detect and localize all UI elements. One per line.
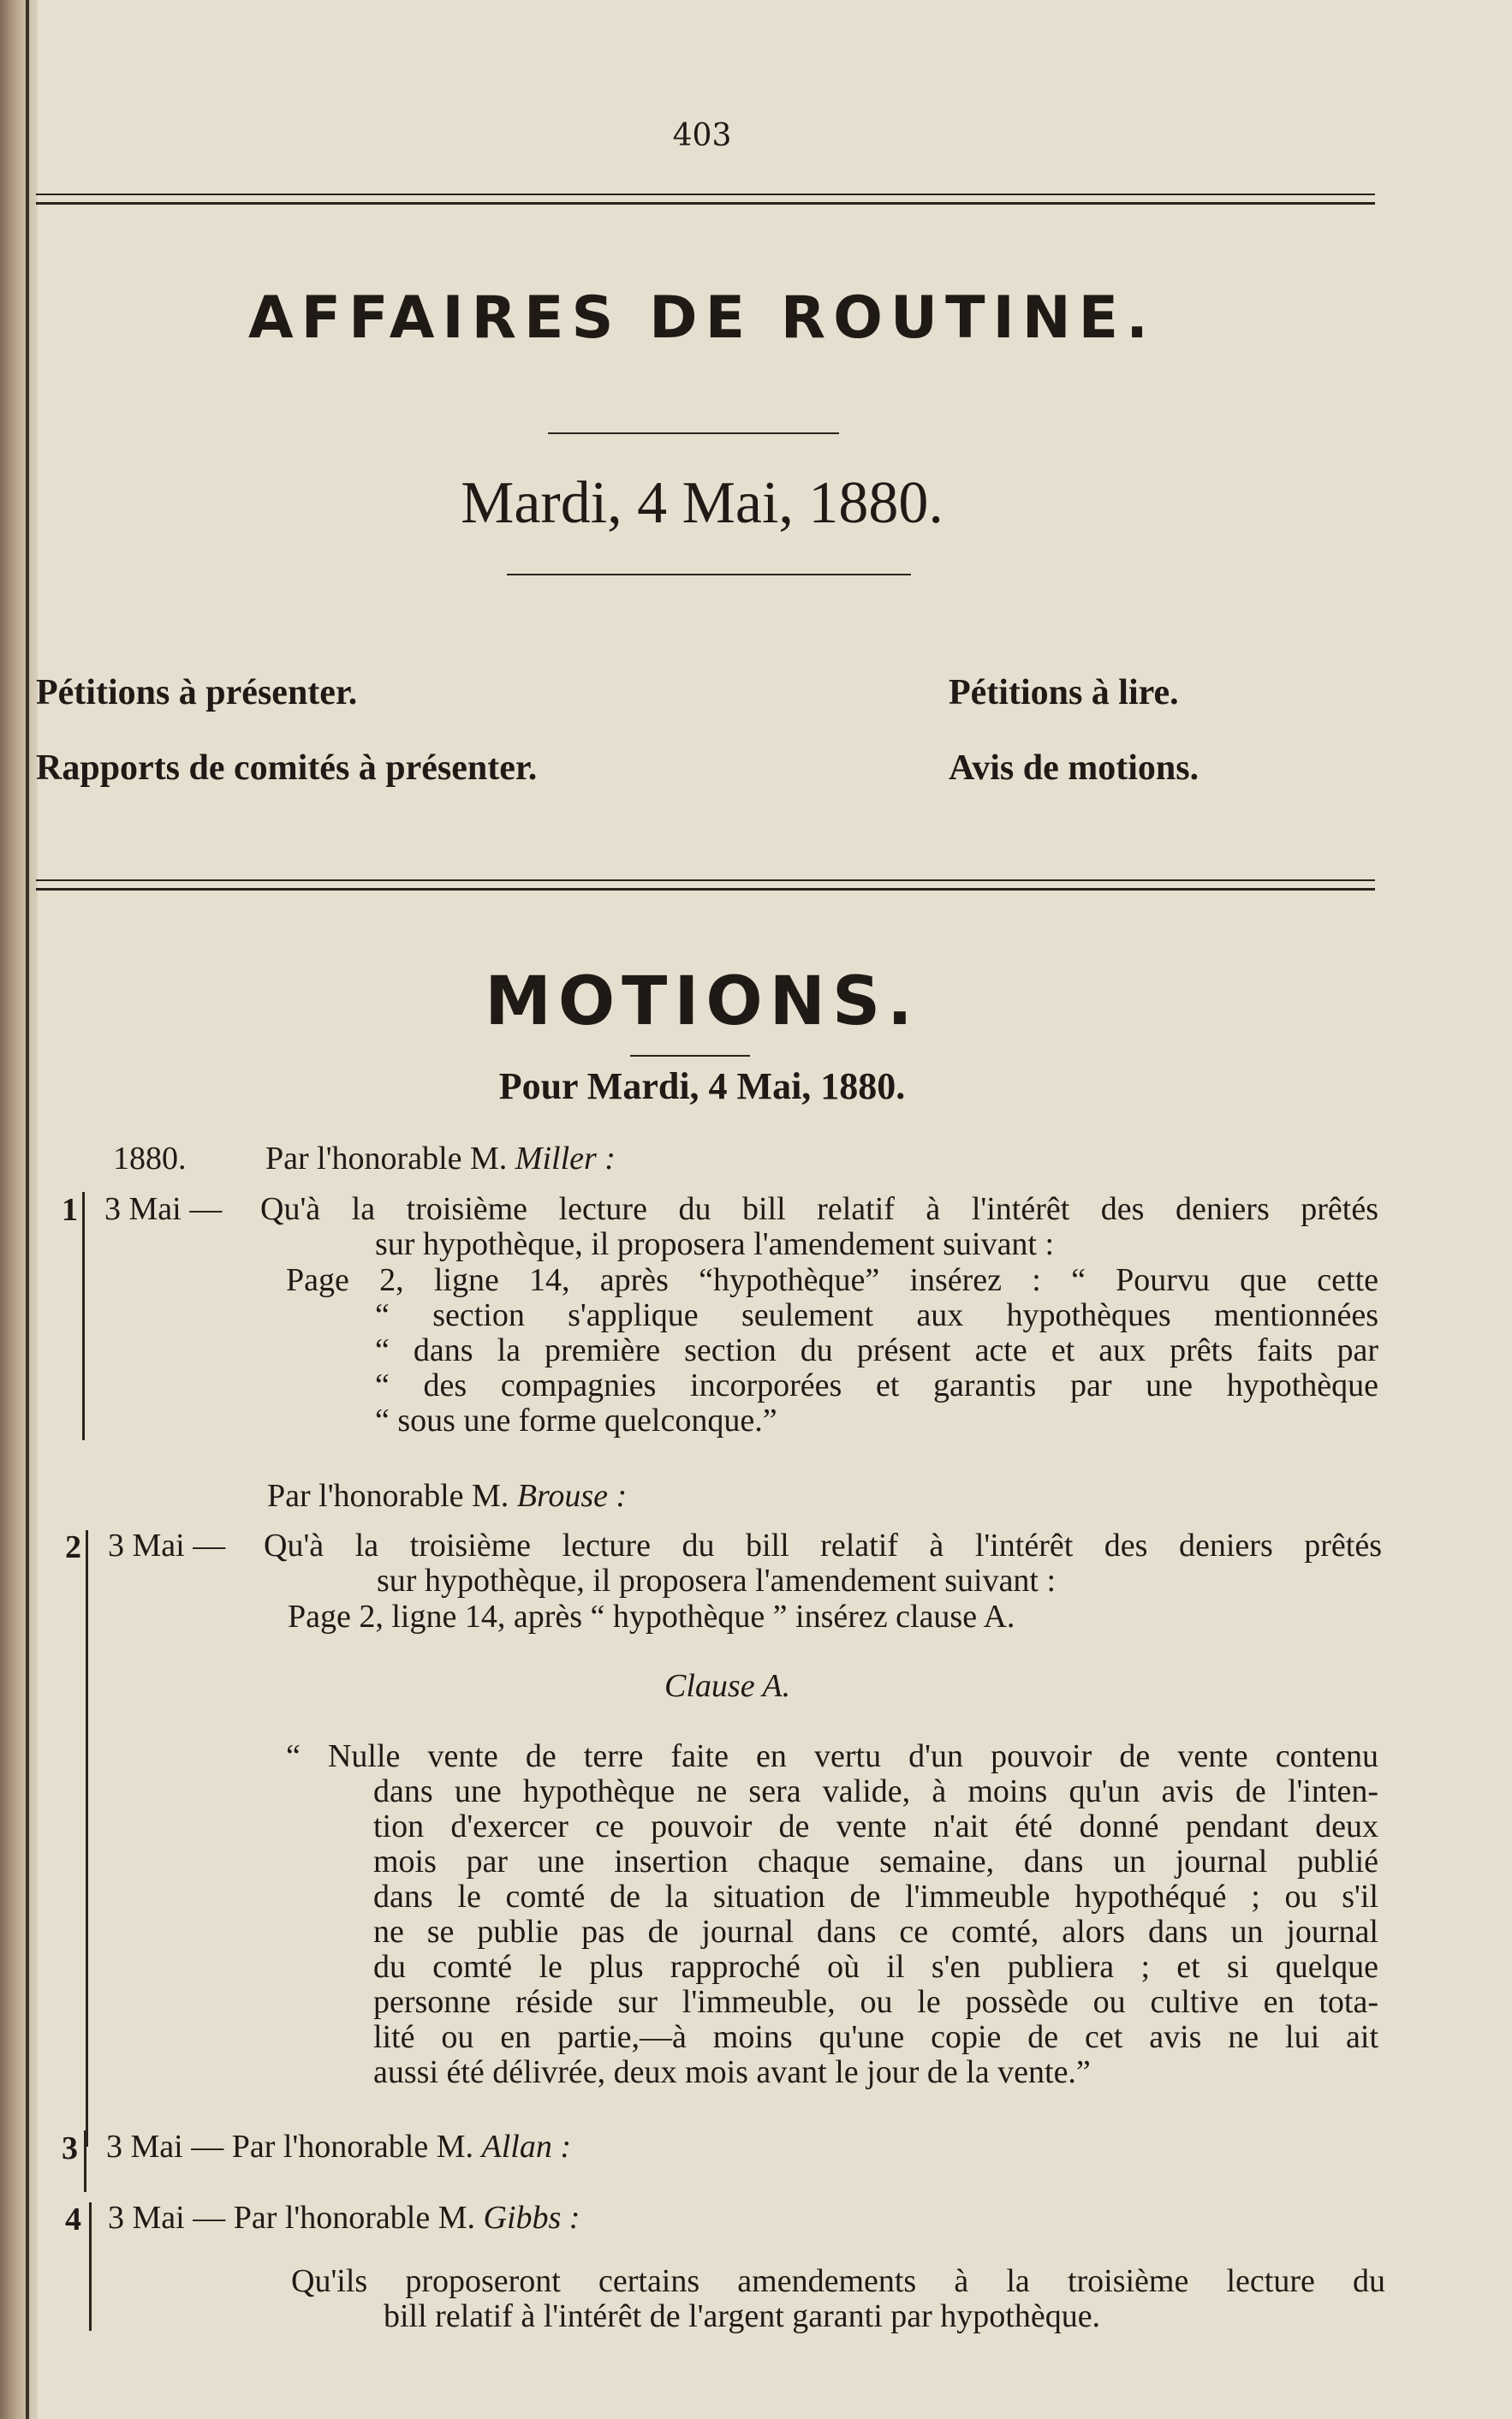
mover-name: Brouse :: [516, 1478, 628, 1514]
motion-2-line-3: Page 2, ligne 14, après “ hypothèque ” insérez clause A.: [288, 1599, 1015, 1635]
motion-1-line-2: sur hypothèque, il proposera l'amendement suivant :: [375, 1226, 1055, 1262]
mover-name: Miller :: [515, 1141, 616, 1177]
motion-2-date: [108, 1528, 225, 1564]
clause-line-4: mois par une insertion chaque semaine, dans un journal publié: [373, 1844, 1378, 1880]
motion-date: 3 Mai: [108, 1528, 185, 1564]
motion-2-mover: [267, 1479, 627, 1514]
header-rule-bottom: [36, 202, 1375, 205]
motion-1-line-4: “ section s'applique seulement aux hypothèques mentionnées: [375, 1297, 1378, 1333]
motion-4-body-1: Qu'ils proposeront certains amendements à la troisième lecture du: [291, 2263, 1385, 2299]
motions-heading: MOTIONS.: [485, 963, 920, 1040]
title-rule: [548, 432, 839, 434]
routine-notices-of-motion: Avis de motions.: [949, 748, 1199, 788]
clause-line-5: dans le comté de la situation de l'immeuble hypothéqué ; ou s'il: [373, 1879, 1378, 1915]
motion-date: 3 Mai: [104, 1191, 182, 1227]
routine-petitions-present: Pétitions à présenter.: [36, 673, 358, 712]
routine-committee-reports: Rapports de comités à présenter.: [36, 748, 538, 788]
motion-1-line-1: Qu'à la troisième lecture du bill relatif à l'intérêt des deniers prêtés: [260, 1191, 1378, 1227]
motion-1-bar: [82, 1192, 85, 1440]
motion-date: 3 Mai: [106, 2129, 183, 2165]
mover-name: Gibbs :: [483, 2200, 580, 2236]
clause-line-1: “ Nulle vente de terre faite en vertu d'un pouvoir de vente contenu: [286, 1738, 1378, 1774]
motion-1-number: 1: [62, 1192, 78, 1228]
motion-dash: —: [189, 1191, 223, 1227]
motion-3-number: 3: [62, 2130, 78, 2166]
motion-1-line-3: Page 2, ligne 14, après “hypothèque” insérez : “ Pourvu que cette: [286, 1262, 1378, 1298]
motion-4-line: [108, 2201, 580, 2236]
clause-title: Clause A.: [664, 1668, 791, 1704]
clause-line-10: aussi été délivrée, deux mois avant le jour de la vente.”: [373, 2054, 1091, 2090]
motion-date: 3 Mai: [108, 2200, 185, 2236]
header-rule-top: [36, 194, 1375, 195]
motion-4-body-2: bill relatif à l'intérêt de l'argent garanti par hypothèque.: [384, 2298, 1101, 2334]
motion-4-number: 4: [65, 2202, 81, 2237]
clause-line-3: tion d'exercer ce pouvoir de vente n'ait été donné pendant deux: [373, 1808, 1378, 1844]
section-rule-top: [36, 879, 1375, 881]
sitting-date: Mardi, 4 Mai, 1880.: [461, 470, 944, 536]
page-number: 403: [672, 118, 732, 153]
section-rule-bottom: [36, 888, 1375, 891]
motion-1-line-5: “ dans la première section du présent acte et aux prêts faits par: [375, 1332, 1378, 1368]
clause-line-8: personne réside sur l'immeuble, ou le possède ou cultive en tota-: [373, 1984, 1378, 2020]
motions-rule: [630, 1055, 750, 1057]
page-title: AFFAIRES DE ROUTINE.: [248, 284, 1156, 352]
motion-2-number: 2: [65, 1529, 81, 1565]
mover-prefix: Par l'honorable M.: [231, 2129, 482, 2165]
motion-2-bar: [86, 1530, 88, 2147]
date-rule: [507, 574, 911, 575]
mover-name: Allan :: [481, 2129, 571, 2165]
clause-line-9: lité ou en partie,—à moins qu'une copie de cet avis ne lui ait: [373, 2019, 1378, 2055]
clause-line-6: ne se publie pas de journal dans ce comté, alors dans un journal: [373, 1914, 1378, 1950]
motions-date: Pour Mardi, 4 Mai, 1880.: [498, 1065, 906, 1107]
mover-prefix: Par l'honorable M.: [233, 2200, 484, 2236]
clause-line-7: du comté le plus rapproché où il s'en publiera ; et si quelque: [373, 1949, 1378, 1985]
motion-dash: —: [193, 2200, 226, 2236]
clause-line-2: dans une hypothèque ne sera valide, à moins qu'un avis de l'inten-: [373, 1773, 1378, 1809]
motion-1-mover: [265, 1141, 616, 1177]
mover-prefix: Par l'honorable M.: [265, 1141, 515, 1177]
motion-2-line-1: Qu'à la troisième lecture du bill relatif à l'intérêt des deniers prêtés: [264, 1528, 1382, 1564]
year-label: 1880.: [113, 1141, 187, 1177]
motion-4-bar: [89, 2202, 92, 2331]
routine-petitions-read: Pétitions à lire.: [949, 673, 1179, 712]
motion-1-line-7: “ sous une forme quelconque.”: [375, 1403, 777, 1439]
motion-1-date: [104, 1192, 222, 1227]
motion-3-bar: [84, 2130, 86, 2192]
mover-prefix: Par l'honorable M.: [267, 1478, 517, 1514]
motion-dash: —: [193, 1528, 226, 1564]
motion-dash: —: [191, 2129, 224, 2165]
motion-2-line-2: sur hypothèque, il proposera l'amendement suivant :: [377, 1563, 1057, 1599]
motion-1-line-6: “ des compagnies incorporées et garantis par une hypothèque: [375, 1367, 1378, 1403]
motion-3-line: [106, 2130, 571, 2165]
